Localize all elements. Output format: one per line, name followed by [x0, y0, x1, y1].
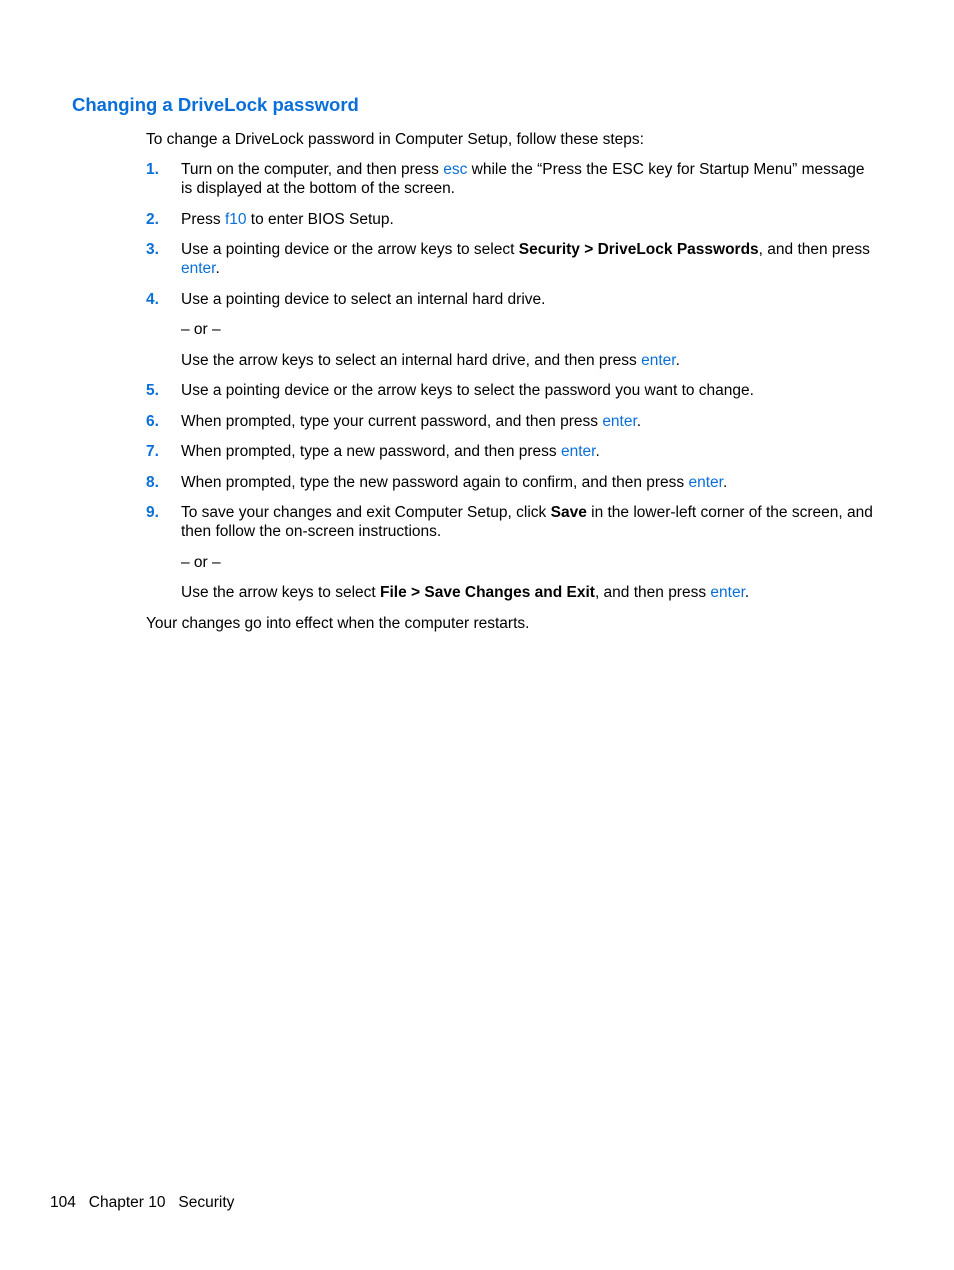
- step-number: 6.: [146, 413, 159, 430]
- step-4-alternative: [181, 351, 876, 370]
- step-7: [146, 442, 876, 461]
- key-enter: enter: [641, 352, 676, 369]
- key-enter: enter: [688, 474, 723, 491]
- step-6: [146, 412, 876, 431]
- footer-chapter: Chapter 10: [88, 1194, 166, 1211]
- step-text-part: .: [636, 413, 642, 430]
- step-number: 5.: [146, 382, 159, 399]
- step-5: [146, 381, 876, 400]
- step-text-part: When prompted, type your current password, and then press: [181, 413, 603, 430]
- page-number: 104: [50, 1194, 76, 1211]
- or-separator: – or –: [181, 554, 221, 571]
- step-8: [146, 473, 876, 492]
- step-text-part: Use the arrow keys to select an internal hard drive, and then press: [181, 352, 642, 369]
- step-text-part: Turn on the computer, and then press: [181, 161, 444, 178]
- step-1: [146, 160, 876, 198]
- step-3: [146, 240, 876, 278]
- footer-section: Security: [178, 1194, 235, 1211]
- outro-paragraph: Your changes go into effect when the computer restarts.: [146, 615, 530, 632]
- step-text-part: When prompted, type the new password again to confirm, and then press: [181, 474, 689, 491]
- step-text-part: , and then press: [594, 584, 711, 601]
- step-text-part: .: [722, 474, 728, 491]
- save-label: Save: [550, 504, 587, 521]
- step-text: Use a pointing device to select an internal hard drive.: [181, 291, 546, 308]
- intro-paragraph: To change a DriveLock password in Computer Setup, follow these steps:: [146, 131, 644, 148]
- key-enter: enter: [560, 443, 596, 460]
- menu-path: Security > DriveLock Passwords: [518, 241, 759, 258]
- step-text: [181, 473, 876, 492]
- step-text-part: in the lower-left corner of the screen, and then follow the on-screen instructions.: [181, 504, 873, 540]
- step-number: 9.: [146, 504, 159, 521]
- step-number: 1.: [146, 161, 159, 178]
- step-text-part: To save your changes and exit Computer Setup, click: [181, 504, 551, 521]
- step-2: [146, 210, 876, 229]
- step-number: 4.: [146, 291, 159, 308]
- key-enter: enter: [602, 413, 637, 430]
- section-heading: Changing a DriveLock password: [72, 94, 359, 115]
- key-enter: enter: [710, 584, 745, 601]
- key-enter: enter: [181, 260, 216, 277]
- step-text-part: .: [215, 260, 220, 277]
- step-text-part: , and then press: [758, 241, 870, 258]
- step-9: [146, 503, 876, 541]
- step-text-part: Use the arrow keys to select: [181, 584, 380, 601]
- step-text: [181, 442, 876, 461]
- step-text-part: while the “Press the ESC key for Startup Menu” message is displayed at the bottom of the screen.: [181, 161, 865, 197]
- step-9-alternative: [181, 583, 876, 602]
- or-separator: – or –: [181, 321, 221, 338]
- step-text: [181, 160, 876, 198]
- step-4: [146, 290, 876, 309]
- step-number: 8.: [146, 474, 159, 491]
- page-footer: [50, 1193, 234, 1212]
- step-text-part: Press: [181, 211, 225, 228]
- step-text-part: .: [675, 352, 680, 369]
- step-number: 3.: [146, 241, 159, 258]
- step-number: 2.: [146, 211, 159, 228]
- key-esc: esc: [443, 161, 468, 178]
- step-text-part: Use a pointing device or the arrow keys to select: [181, 241, 519, 258]
- menu-path: File > Save Changes and Exit: [380, 584, 595, 601]
- step-text: [181, 412, 876, 431]
- step-text: [181, 210, 876, 229]
- step-text-part: to enter BIOS Setup.: [246, 211, 394, 228]
- step-number: 7.: [146, 443, 159, 460]
- step-text-part: .: [595, 443, 600, 460]
- step-text-part: When prompted, type a new password, and then press: [181, 443, 561, 460]
- key-f10: f10: [224, 211, 247, 228]
- step-text: [181, 240, 876, 278]
- step-text: [181, 503, 876, 541]
- step-text-part: .: [744, 584, 750, 601]
- step-text: Use a pointing device or the arrow keys to select the password you want to change.: [181, 382, 754, 399]
